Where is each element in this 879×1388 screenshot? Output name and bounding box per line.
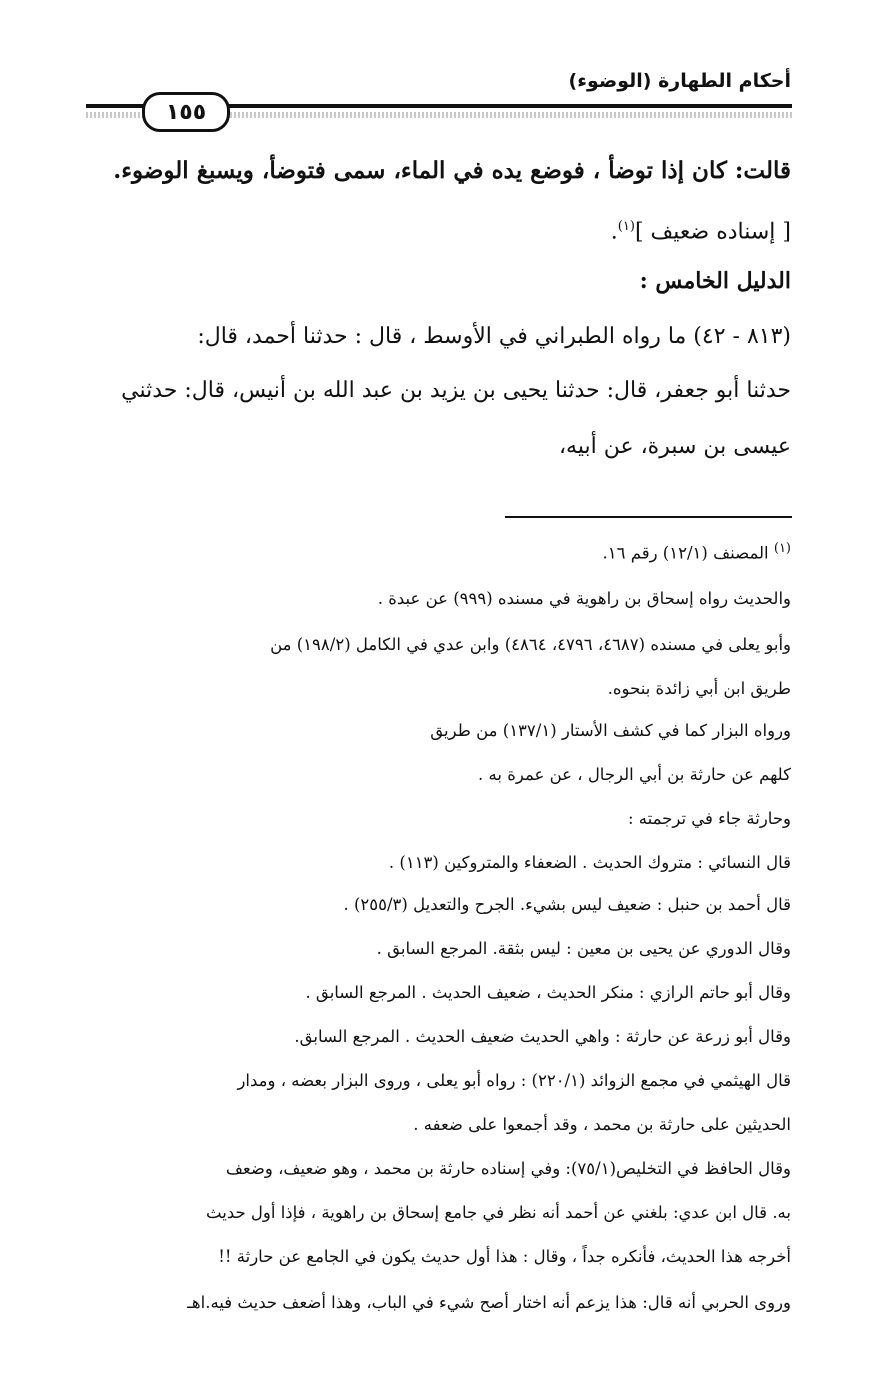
footnote-line-4: طريق ابن أبي زائدة بنحوه. <box>607 679 791 698</box>
main-text-line-2 <box>611 212 791 247</box>
footnote-line-1 <box>603 536 792 567</box>
footnote-line-16: به. قال ابن عدي: بلغني عن أحمد أنه نظر في جامع إسحاق بن راهوية ، فإذا أول حديث <box>206 1203 791 1222</box>
page-number-frame <box>142 92 230 132</box>
footnote-line-7: وحارثة جاء في ترجمته : <box>627 809 791 828</box>
section-heading: الدليل الخامس : <box>639 268 791 294</box>
footnote-line-18: وروى الحربي أنه قال: هذا يزعم أنه اختار أصح شيء في الباب، وهذا أضعف حديث فيه.اهـ <box>187 1293 791 1312</box>
footnote-line-13: قال الهيثمي في مجمع الزوائد (٢٢٠/١) : رواه أبو يعلى ، وروى البزار بعضه ، ومدار <box>237 1071 791 1090</box>
footnote-line-10: وقال الدوري عن يحيى بن معين : ليس بثقة. المرجع السابق . <box>376 939 791 958</box>
isnad-grading: [ إسناده ضعيف ] <box>634 219 791 245</box>
footnote-line-6: كلهم عن حارثة بن أبي الرجال ، عن عمرة به . <box>478 765 791 784</box>
footnote-line-14: الحديثين على حارثة بن محمد ، وقد أجمعوا على ضعفه . <box>413 1115 791 1134</box>
footnote-line-12: وقال أبو زرعة عن حارثة : واهي الحديث ضعيف الحديث . المرجع السابق. <box>294 1027 791 1046</box>
main-text-line-4: (٨١٣ - ٤٢) ما رواه الطبراني في الأوسط ، قال : حدثنا أحمد، قال: <box>197 324 791 349</box>
main-text-line-6: عيسى بن سبرة، عن أبيه، <box>558 434 791 459</box>
footnote-line-8: قال النسائي : متروك الحديث . الضعفاء والمتروكين (١١٣) . <box>388 853 791 872</box>
footnote-line-11: وقال أبو حاتم الرازي : منكر الحديث ، ضعيف الحديث . المرجع السابق . <box>305 983 791 1002</box>
main-text-line-5: حدثنا أبو جعفر، قال: حدثنا يحيى بن يزيد بن عبد الله بن أنيس، قال: حدثني <box>121 378 791 403</box>
footnote-marker: (١) <box>773 541 791 556</box>
footnote-line-9: قال أحمد بن حنبل : ضعيف ليس بشيء. الجرح والتعديل (٢٥٥/٣) . <box>343 895 791 914</box>
footnote-line-1-text: المصنف (١٢/١) رقم ١٦. <box>602 543 769 563</box>
footnote-separator <box>505 516 792 518</box>
footnote-line-5: ورواه البزار كما في كشف الأستار (١٣٧/١) من طريق <box>430 721 791 740</box>
footnote-line-15: وقال الحافظ في التخليص(٧٥/١): وفي إسناده حارثة بن محمد ، وهو ضعيف، وضعف <box>225 1159 791 1178</box>
footnote-line-17: أخرجه هذا الحديث، فأنكره جداً ، وقال : هذا أول حديث يكون في الجامع عن حارثة !! <box>218 1247 791 1266</box>
line-end-period: . <box>610 219 618 245</box>
running-header-title: أحكام الطهارة (الوضوء) <box>568 70 791 92</box>
footnote-line-3: وأبو يعلى في مسنده (٤٦٨٧، ٤٧٩٦، ٤٨٦٤) وابن عدي في الكامل (١٩٨/٢) من <box>270 635 791 654</box>
main-text-line-1: قالت: كان إذا توضأ ، فوضع يده في الماء، سمى فتوضأ، ويسبغ الوضوء. <box>113 157 791 184</box>
page-number: ١٥٥ <box>165 99 207 125</box>
footnote-line-2: والحديث رواه إسحاق بن راهوية في مسنده (٩٩٩) عن عبدة . <box>377 589 791 608</box>
footnote-reference: (١) <box>617 219 635 234</box>
